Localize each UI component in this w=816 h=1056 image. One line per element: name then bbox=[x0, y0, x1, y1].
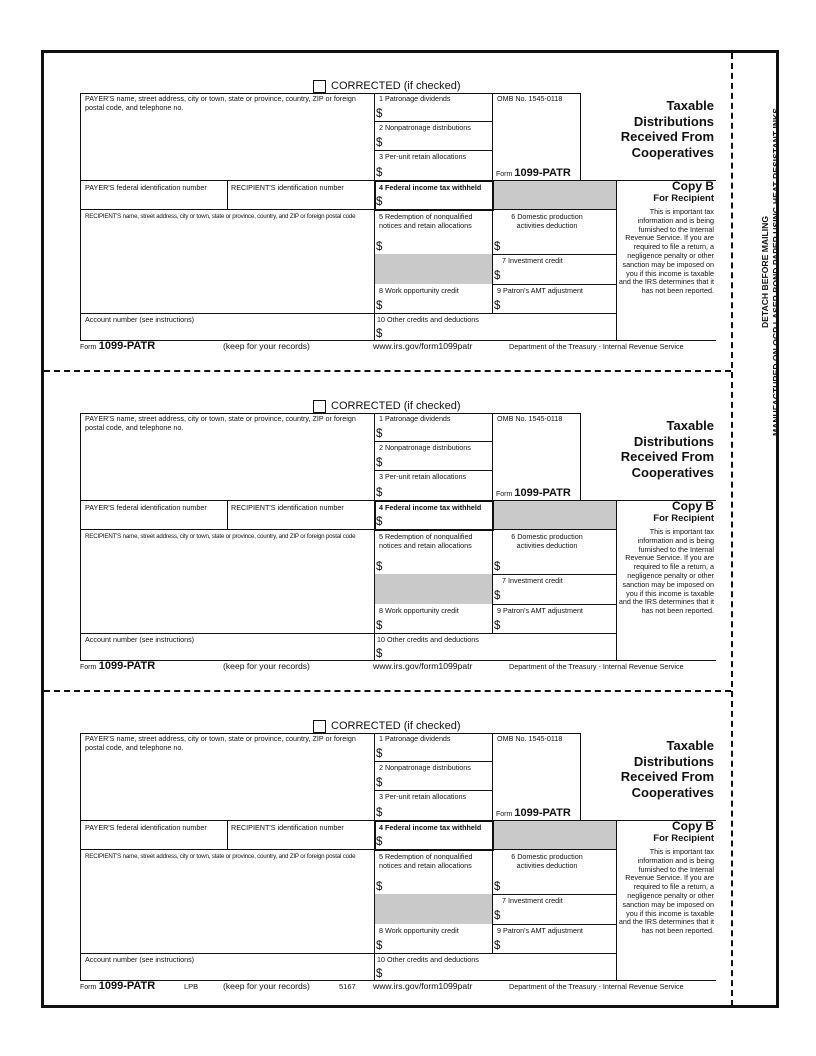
box2-dollar[interactable]: $ bbox=[376, 457, 383, 469]
form-title: Taxable Distributions Received From Cooperatives bbox=[620, 98, 714, 160]
box5-dollar[interactable]: $ bbox=[376, 881, 383, 893]
corrected-checkbox-row[interactable] bbox=[313, 720, 461, 733]
horizontal-perforation bbox=[44, 370, 731, 372]
corrected-label: CORRECTED (if checked) bbox=[331, 80, 461, 92]
recipient-name-label: RECIPIENT'S name, street address, city or town, state or province, country, and ZIP or foreign postal code bbox=[85, 533, 356, 540]
box7-dollar[interactable]: $ bbox=[494, 910, 501, 922]
for-recipient-label: For Recipient bbox=[653, 513, 714, 524]
copy-b-label: Copy B bbox=[672, 819, 714, 833]
box5-dollar[interactable]: $ bbox=[376, 241, 383, 253]
box7-label: 7 Investment credit bbox=[502, 576, 563, 585]
box2-label: 2 Nonpatronage distributions bbox=[379, 123, 471, 132]
box1-label: 1 Patronage dividends bbox=[379, 414, 451, 423]
box6-label: 6 Domestic production activities deduction bbox=[511, 852, 583, 870]
box8-dollar[interactable]: $ bbox=[376, 300, 383, 312]
form-title: Taxable Distributions Received From Cooperatives bbox=[620, 418, 714, 480]
omb-number: OMB No. 1545-0118 bbox=[497, 734, 563, 743]
box3-label: 3 Per-unit retain allocations bbox=[379, 472, 467, 481]
box8-label: 8 Work opportunity credit bbox=[379, 286, 459, 295]
payer-name-label: PAYER'S name, street address, city or town, state or province, country, ZIP or foreign postal code, and telephone no. bbox=[85, 414, 356, 432]
corrected-label: CORRECTED (if checked) bbox=[331, 400, 461, 412]
box2-label: 2 Nonpatronage distributions bbox=[379, 443, 471, 452]
corrected-checkbox-row[interactable] bbox=[313, 400, 461, 413]
box6-dollar[interactable]: $ bbox=[494, 561, 501, 573]
irs-url[interactable]: www.irs.gov/form1099patr bbox=[373, 981, 473, 991]
payer-tin-label: PAYER'S federal identification number bbox=[85, 503, 207, 512]
keep-records: (keep for your records) bbox=[223, 341, 310, 351]
box5-label: 5 Redemption of nonqualified notices and retain allocations bbox=[379, 212, 473, 230]
recipient-name-label: RECIPIENT'S name, street address, city or town, state or province, country, and ZIP or foreign postal code bbox=[85, 213, 356, 220]
box5-dollar[interactable]: $ bbox=[376, 561, 383, 573]
box6-dollar[interactable]: $ bbox=[494, 241, 501, 253]
box3-dollar[interactable]: $ bbox=[376, 487, 383, 499]
recipient-tin-label: RECIPIENT'S identification number bbox=[231, 823, 344, 832]
box9-label: 9 Patron's AMT adjustment bbox=[497, 286, 583, 295]
box7-label: 7 Investment credit bbox=[502, 896, 563, 905]
manufactured-notice: MANUFACTURED ON OCR LASER BOND PAPER USING HEAT RESISTANT INKS bbox=[771, 108, 781, 437]
corrected-checkbox-row[interactable] bbox=[313, 80, 461, 93]
box4-dollar[interactable]: $ bbox=[376, 196, 383, 208]
footer-form-name: 1099-PATR bbox=[98, 660, 156, 672]
box4-label: 4 Federal income tax withheld bbox=[379, 823, 482, 832]
box4-label: 4 Federal income tax withheld bbox=[379, 503, 482, 512]
box8-dollar[interactable]: $ bbox=[376, 940, 383, 952]
corrected-checkbox[interactable] bbox=[313, 400, 326, 413]
omb-number: OMB No. 1545-0118 bbox=[497, 414, 563, 423]
box9-dollar[interactable]: $ bbox=[494, 300, 501, 312]
box6-dollar[interactable]: $ bbox=[494, 881, 501, 893]
department-label: Department of the Treasury - Internal Revenue Service bbox=[509, 982, 684, 991]
box9-dollar[interactable]: $ bbox=[494, 940, 501, 952]
detach-notice: DETACH BEFORE MAILING bbox=[760, 215, 770, 329]
keep-records: (keep for your records) bbox=[223, 661, 310, 671]
box10-dollar[interactable]: $ bbox=[376, 328, 383, 340]
form-code: 5167 bbox=[339, 982, 356, 991]
omb-number: OMB No. 1545-0118 bbox=[497, 94, 563, 103]
box9-label: 9 Patron's AMT adjustment bbox=[497, 606, 583, 615]
footer-form-prefix: Form bbox=[80, 984, 97, 991]
horizontal-perforation bbox=[44, 690, 731, 692]
form-title: Taxable Distributions Received From Cooperatives bbox=[620, 738, 714, 800]
footer-form-name: 1099-PATR bbox=[98, 980, 156, 992]
payer-tin-label: PAYER'S federal identification number bbox=[85, 183, 207, 192]
form-copy-2 bbox=[80, 400, 716, 690]
box6-label: 6 Domestic production activities deduction bbox=[511, 532, 583, 550]
copy-b-label: Copy B bbox=[672, 179, 714, 193]
form-prefix: Form bbox=[496, 491, 513, 498]
box5-label: 5 Redemption of nonqualified notices and retain allocations bbox=[379, 532, 473, 550]
form-name: 1099-PATR bbox=[514, 807, 571, 819]
account-number-label: Account number (see instructions) bbox=[85, 955, 195, 964]
payer-tin-label: PAYER'S federal identification number bbox=[85, 823, 207, 832]
footer-form-prefix: Form bbox=[80, 664, 97, 671]
important-notice: This is important tax information and is being furnished to the Internal Revenue Service. If you are required to file a return, a negligence penalty or other sanction may be imposed on you if this income is taxable and the IRS determines that it has not been reported. bbox=[618, 847, 714, 936]
account-number-label: Account number (see instructions) bbox=[85, 315, 195, 324]
box8-label: 8 Work opportunity credit bbox=[379, 606, 459, 615]
box3-dollar[interactable]: $ bbox=[376, 807, 383, 819]
box1-dollar[interactable]: $ bbox=[376, 108, 383, 120]
department-label: Department of the Treasury - Internal Revenue Service bbox=[509, 662, 684, 671]
box9-label: 9 Patron's AMT adjustment bbox=[497, 926, 583, 935]
irs-url[interactable]: www.irs.gov/form1099patr bbox=[373, 341, 473, 351]
form-name: 1099-PATR bbox=[514, 167, 571, 179]
form-copy-1 bbox=[80, 80, 716, 370]
important-notice: This is important tax information and is being furnished to the Internal Revenue Service. If you are required to file a return, a negligence penalty or other sanction may be imposed on you if this income is taxable and the IRS determines that it has not been reported. bbox=[618, 207, 714, 296]
recipient-name-label: RECIPIENT'S name, street address, city or town, state or province, country, and ZIP or foreign postal code bbox=[85, 853, 356, 860]
for-recipient-label: For Recipient bbox=[653, 193, 714, 204]
box1-label: 1 Patronage dividends bbox=[379, 734, 451, 743]
form-name: 1099-PATR bbox=[514, 487, 571, 499]
payer-name-label: PAYER'S name, street address, city or town, state or province, country, ZIP or foreign postal code, and telephone no. bbox=[85, 94, 356, 112]
box8-dollar[interactable]: $ bbox=[376, 620, 383, 632]
box3-label: 3 Per-unit retain allocations bbox=[379, 792, 467, 801]
box3-dollar[interactable]: $ bbox=[376, 167, 383, 179]
keep-records: (keep for your records) bbox=[223, 981, 310, 991]
box8-label: 8 Work opportunity credit bbox=[379, 926, 459, 935]
box7-label: 7 Investment credit bbox=[502, 256, 563, 265]
form-prefix: Form bbox=[496, 811, 513, 818]
account-number-label: Account number (see instructions) bbox=[85, 635, 195, 644]
form-copy-3 bbox=[80, 720, 716, 1010]
box4-dollar[interactable]: $ bbox=[376, 836, 383, 848]
side-notice bbox=[760, 82, 782, 462]
vertical-perforation bbox=[731, 53, 733, 1006]
corrected-checkbox[interactable] bbox=[313, 720, 326, 733]
box10-dollar[interactable]: $ bbox=[376, 648, 383, 660]
corrected-label: CORRECTED (if checked) bbox=[331, 720, 461, 732]
recipient-tin-label: RECIPIENT'S identification number bbox=[231, 503, 344, 512]
box7-dollar[interactable]: $ bbox=[494, 270, 501, 282]
box7-dollar[interactable]: $ bbox=[494, 590, 501, 602]
box6-label: 6 Domestic production activities deduction bbox=[511, 212, 583, 230]
form-prefix: Form bbox=[496, 171, 513, 178]
box3-label: 3 Per-unit retain allocations bbox=[379, 152, 467, 161]
box2-dollar[interactable]: $ bbox=[376, 137, 383, 149]
corrected-checkbox[interactable] bbox=[313, 80, 326, 93]
box4-label: 4 Federal income tax withheld bbox=[379, 183, 482, 192]
copy-b-label: Copy B bbox=[672, 499, 714, 513]
lpb-code: LPB bbox=[184, 982, 199, 991]
box2-dollar[interactable]: $ bbox=[376, 777, 383, 789]
recipient-tin-label: RECIPIENT'S identification number bbox=[231, 183, 344, 192]
box10-label: 10 Other credits and deductions bbox=[377, 635, 479, 644]
important-notice: This is important tax information and is being furnished to the Internal Revenue Service. If you are required to file a return, a negligence penalty or other sanction may be imposed on you if this income is taxable and the IRS determines that it has not been reported. bbox=[618, 527, 714, 616]
footer-form-prefix: Form bbox=[80, 344, 97, 351]
box1-dollar[interactable]: $ bbox=[376, 428, 383, 440]
box10-label: 10 Other credits and deductions bbox=[377, 955, 479, 964]
box9-dollar[interactable]: $ bbox=[494, 620, 501, 632]
box10-dollar[interactable]: $ bbox=[376, 968, 383, 980]
box1-dollar[interactable]: $ bbox=[376, 748, 383, 760]
box2-label: 2 Nonpatronage distributions bbox=[379, 763, 471, 772]
footer-form-name: 1099-PATR bbox=[98, 340, 156, 352]
box10-label: 10 Other credits and deductions bbox=[377, 315, 479, 324]
irs-url[interactable]: www.irs.gov/form1099patr bbox=[373, 661, 473, 671]
department-label: Department of the Treasury - Internal Revenue Service bbox=[509, 342, 684, 351]
payer-name-label: PAYER'S name, street address, city or town, state or province, country, ZIP or foreign postal code, and telephone no. bbox=[85, 734, 356, 752]
box5-label: 5 Redemption of nonqualified notices and retain allocations bbox=[379, 852, 473, 870]
box1-label: 1 Patronage dividends bbox=[379, 94, 451, 103]
for-recipient-label: For Recipient bbox=[653, 833, 714, 844]
box4-dollar[interactable]: $ bbox=[376, 516, 383, 528]
